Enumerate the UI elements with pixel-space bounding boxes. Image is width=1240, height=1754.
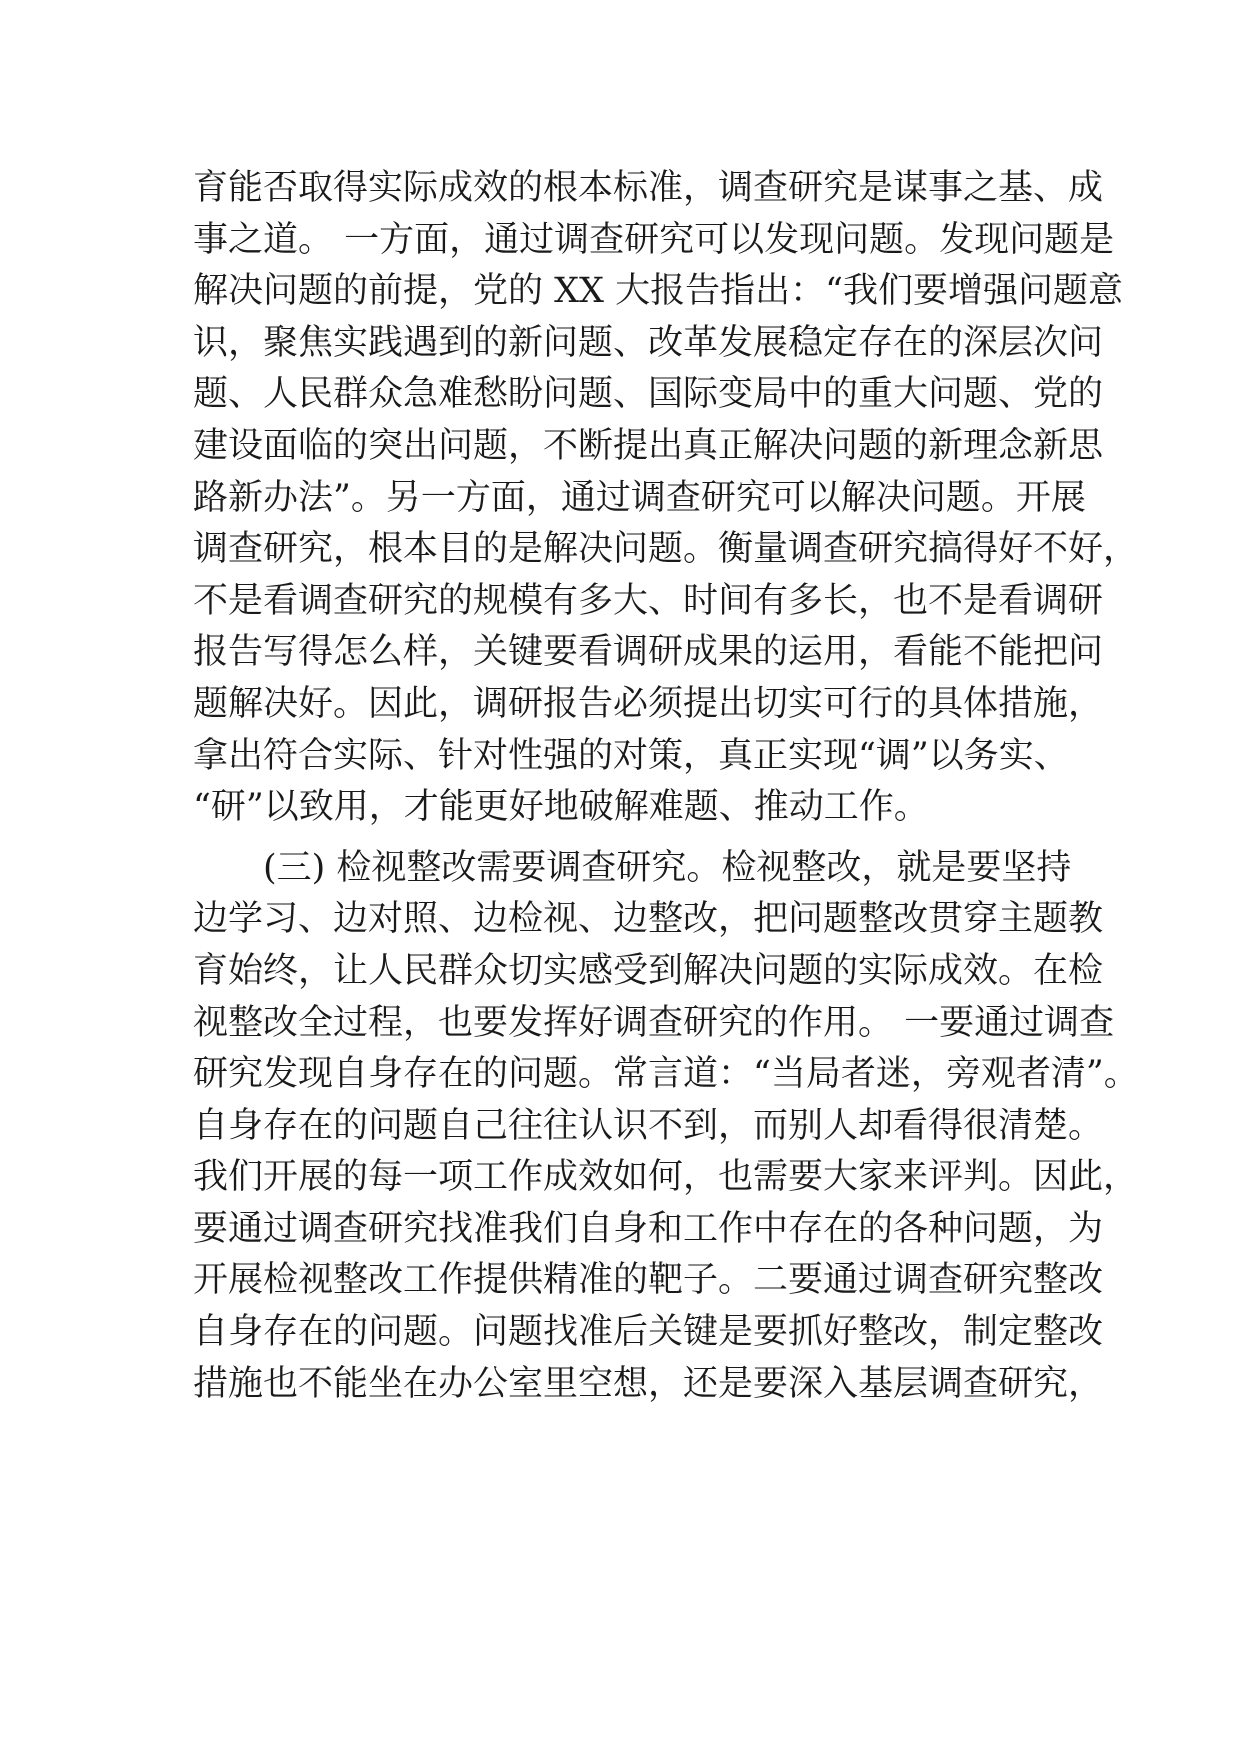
- text-line: 视整改全过程，也要发挥好调查研究的作用。 一要通过调查: [193, 1002, 1115, 1043]
- text-line: 不是看调查研究的规模有多大、时间有多长，也不是看调研: [193, 580, 1104, 621]
- text-line: 开展检视整改工作提供精准的靶子。二要通过调查研究整改: [193, 1260, 1104, 1301]
- text-line: 题解决好。因此，调研报告必须提出切实可行的具体措施，: [193, 683, 1104, 724]
- text-line: 识，聚焦实践遇到的新问题、改革发展稳定存在的深层次问: [193, 322, 1104, 363]
- text-line: 自身存在的问题自己往往认识不到，而别人却看得很清楚。: [193, 1105, 1104, 1146]
- text-line: 自身存在的问题。问题找准后关键是要抓好整改，制定整改: [193, 1312, 1104, 1353]
- paragraph-1: [193, 163, 1139, 834]
- text-line: 边学习、边对照、边检视、边整改，把问题整改贯穿主题教: [193, 899, 1104, 940]
- text-line: 拿出符合实际、针对性强的对策，真正实现“调”以务实、: [193, 735, 1069, 776]
- text-line: 措施也不能坐在办公室里空想，还是要深入基层调查研究，: [193, 1363, 1104, 1404]
- text-line: (三) 检视整改需要调查研究。检视整改，就是要坚持: [263, 847, 1072, 888]
- text-line: 我们开展的每一项工作成效如何，也需要大家来评判。因此，: [193, 1157, 1139, 1198]
- text-line: 解决问题的前提，党的 XX 大报告指出：“我们要增强问题意: [193, 271, 1123, 312]
- text-line: 要通过调查研究找准我们自身和工作中存在的各种问题，为: [193, 1208, 1104, 1249]
- paragraph-gap: [193, 834, 1057, 843]
- text-line: 路新办法”。另一方面，通过调查研究可以解决问题。开展: [193, 477, 1086, 518]
- text-line: 题、人民群众急难愁盼问题、国际变局中的重大问题、党的: [193, 374, 1104, 415]
- text-line: “研”以致用，才能更好地破解难题、推动工作。: [193, 787, 929, 828]
- text-line: 调查研究，根本目的是解决问题。衡量调查研究搞得好不好，: [193, 529, 1139, 570]
- text-line: 建设面临的突出问题，不断提出真正解决问题的新理念新思: [193, 425, 1104, 466]
- text-line: 育始终，让人民群众切实感受到解决问题的实际成效。在检: [193, 950, 1104, 991]
- text-line: 报告写得怎么样，关键要看调研成果的运用，看能不能把问: [193, 632, 1104, 673]
- text-line: 育能否取得实际成效的根本标准，调查研究是谋事之基、成: [193, 168, 1104, 208]
- body-text: [193, 163, 1139, 1410]
- paragraph-2: [193, 843, 1139, 1411]
- text-line: 研究发现自身存在的问题。常言道：“当局者迷，旁观者清”。: [193, 1054, 1139, 1095]
- text-line: 事之道。 一方面，通过调查研究可以发现问题。发现问题是: [193, 219, 1115, 260]
